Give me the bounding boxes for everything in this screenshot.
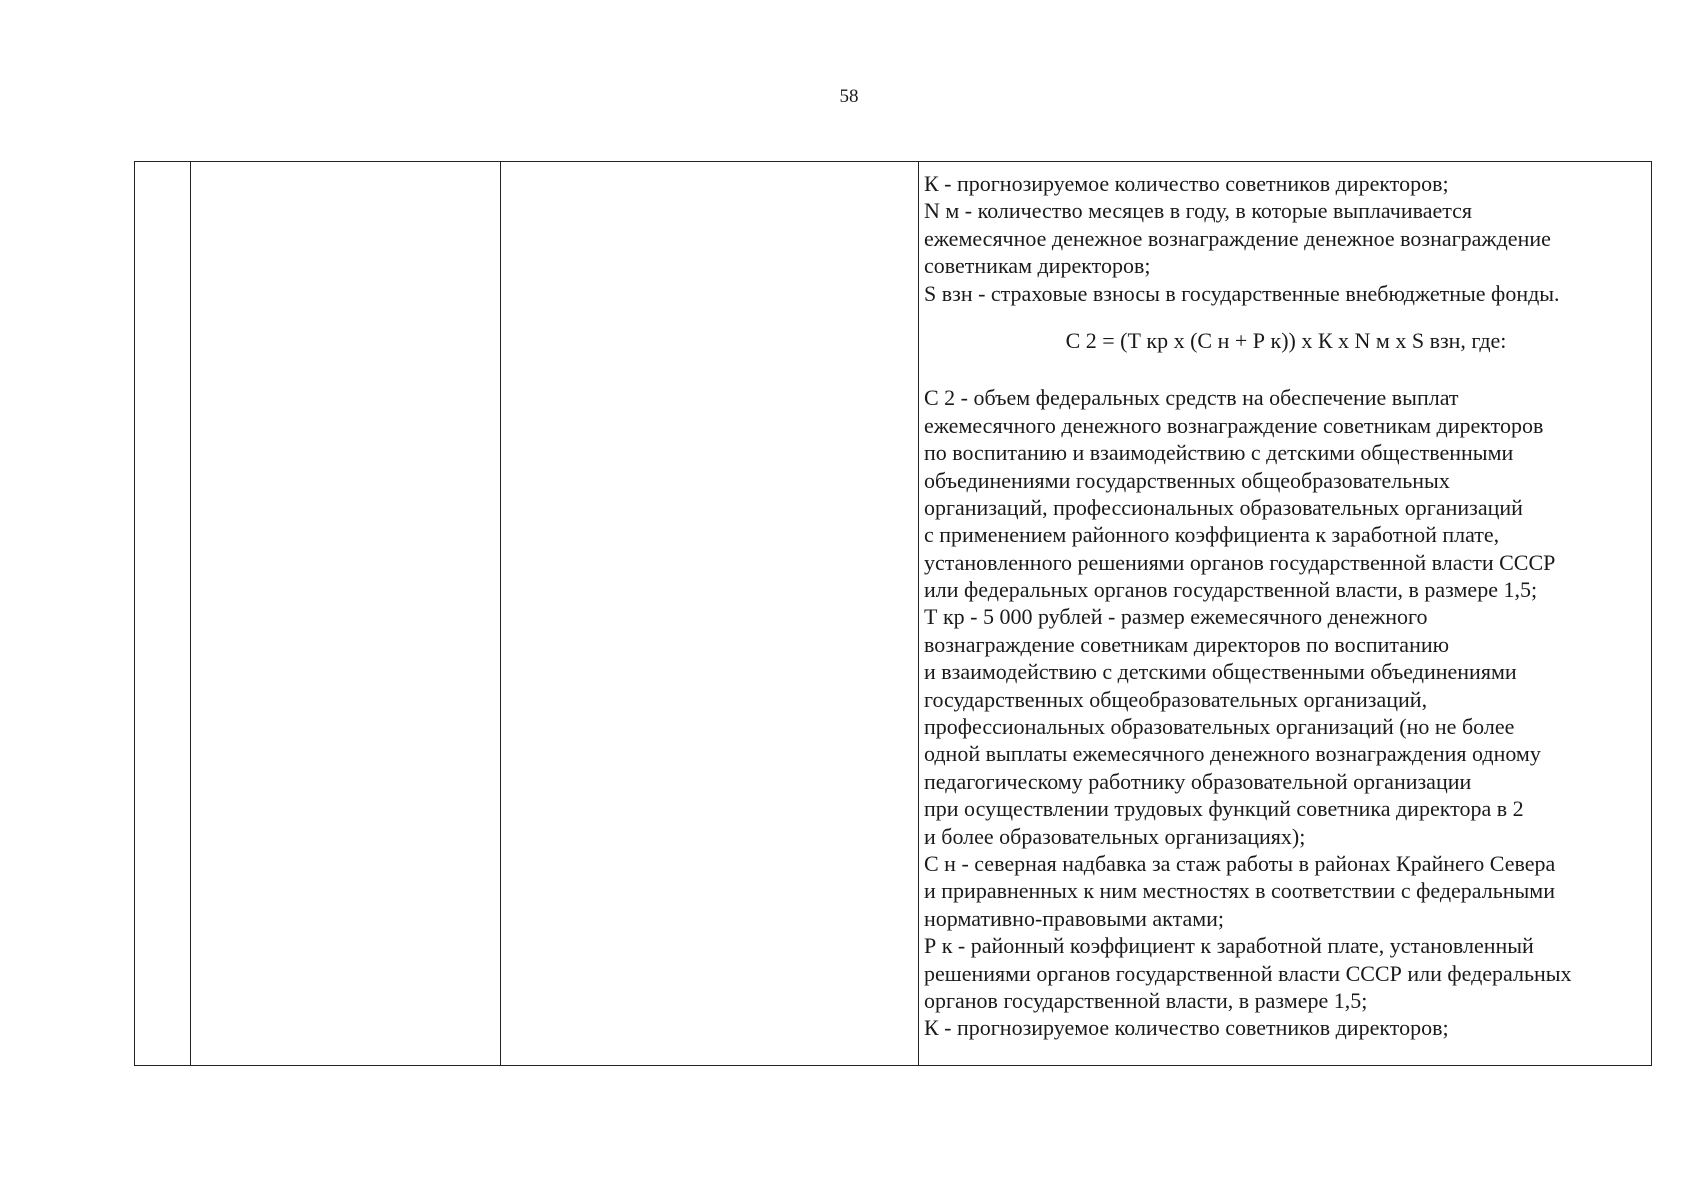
text-line: и более образовательных организациях); bbox=[924, 823, 1306, 849]
text-line: одной выплаты ежемесячного денежного вознаграждения одному bbox=[924, 741, 1541, 767]
text-line: или федеральных органов государственной власти, в размере 1,5; bbox=[924, 577, 1538, 603]
text-line: К - прогнозируемое количество советников директоров; bbox=[924, 1015, 1449, 1041]
text-line: при осуществлении трудовых функций советника директора в 2 bbox=[924, 796, 1524, 822]
description-cell-text bbox=[924, 170, 1648, 1042]
text-line: К - прогнозируемое количество советников директоров; bbox=[924, 171, 1449, 196]
text-line: и взаимодействию с детскими общественными объединениями bbox=[924, 659, 1517, 685]
text-line: объединениями государственных общеобразовательных bbox=[924, 467, 1450, 493]
text-line: органов государственной власти, в размере 1,5; bbox=[924, 987, 1368, 1013]
table-column-second bbox=[191, 162, 501, 1065]
formula: С 2 = (Т кр х (С н + Р к)) х К х N м х S взн, где: bbox=[1065, 327, 1507, 353]
page-number: 58 bbox=[839, 86, 859, 107]
text-line: профессиональных образовательных организаций (но не более bbox=[924, 714, 1515, 740]
text-line: Т кр - 5 000 рублей - размер ежемесячного денежного bbox=[924, 604, 1428, 630]
text-line: и приравненных к ним местностях в соответствии с федеральными bbox=[924, 878, 1556, 904]
text-line: S взн - страховые взносы в государственные внебюджетные фонды. bbox=[924, 280, 1560, 306]
text-line: нормативно-правовыми актами; bbox=[924, 905, 1225, 931]
text-line: С 2 - объем федеральных средств на обеспечение выплат bbox=[924, 385, 1459, 411]
text-line: организаций, профессиональных образовательных организаций bbox=[924, 494, 1523, 520]
table-column-number bbox=[135, 162, 191, 1065]
text-line: педагогическому работнику образовательной организации bbox=[924, 768, 1472, 794]
text-line: Р к - районный коэффициент к заработной плате, установленный bbox=[924, 933, 1534, 959]
text-line: государственных общеобразовательных организаций, bbox=[924, 686, 1428, 712]
text-line: установленного решениями органов государственной власти СССР bbox=[924, 549, 1556, 575]
text-line: советникам директоров; bbox=[924, 253, 1151, 279]
text-line: вознаграждение советникам директоров по воспитанию bbox=[924, 631, 1450, 657]
text-line: по воспитанию и взаимодействию с детскими общественными bbox=[924, 440, 1514, 466]
text-line: С н - северная надбавка за стаж работы в районах Крайнего Севера bbox=[924, 850, 1556, 876]
text-line: ежемесячное денежное вознаграждение денежное вознаграждение bbox=[924, 225, 1551, 251]
text-line: ежемесячного денежного вознаграждение советникам директоров bbox=[924, 412, 1544, 438]
text-line: решениями органов государственной власти СССР или федеральных bbox=[924, 960, 1572, 986]
text-line: N м - количество месяцев в году, в которые выплачивается bbox=[924, 198, 1473, 224]
text-line: с применением районного коэффициента к заработной плате, bbox=[924, 522, 1500, 548]
table-column-third bbox=[501, 162, 919, 1065]
